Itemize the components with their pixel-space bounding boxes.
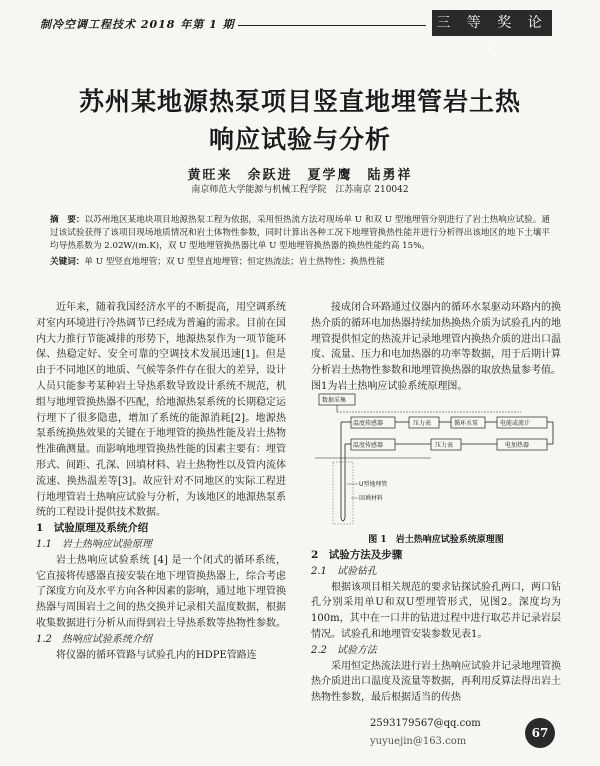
system-diagram [311,390,561,530]
section-heading-1: 1 试验原理及系统介绍 [36,522,149,535]
keywords [50,256,550,269]
affiliation: 南京师范大学能源与机械工程学院 江苏南京 210042 [191,185,409,195]
pressure-label-1: 压力表 [413,420,432,427]
u-pipe-bottom [341,518,345,521]
backfill-label: 回填材料 [359,495,384,502]
figure-1 [311,390,561,530]
keywords-label: 关键词： [50,257,85,267]
section-heading-2: 2 试验方法及步骤 [311,549,403,561]
paragraph-2-1: 根据该项目相关规范的要求钻探试验孔两口，两口钻孔分别采用单U和双U型埋管形式，见图2。深度均为100m，其中在一口井的钻进过程中进行取芯并记录岩层情况。试验孔和地埋管安装参数见表1。 [311,581,561,640]
power-meter-label: 电能或流计 [500,420,531,427]
intro-paragraph: 近年来，随着我国经济水平的不断提高，用空调系统对室内环境进行冷热调节已经成为普遍的需求。目前在国内大力推行节能减排的形势下，地源热泵作为一项节能环保、热稳定好、安全可靠的空调技术发展迅速[1]。但是由于不同地区的地质、气候等条件存在很大的差异，设计人员只能参考某种岩土导热系数导致设计系统不规范，机组与地埋管换热器不匹配，给地源热泵系统的长期稳定运行埋下了很多隐患，增加了系统的能源消耗[2]。地源热泵系统换热效果的关键在于地埋管的换热性能及岩土热物性准确测量。而影响地埋管换热性能的因素主要有：埋管形式、间距、孔深、回填材料、岩土热物性以及管内流体流速、换热温差等[3]。故应针对不同地区的实际工程进行地埋管岩土热响应试验与分析，为该地区的地源热泵系统的工程设计提供技术数据。 [36,302,286,519]
figure-1-caption: 图 1 岩土热响应试验系统原理图 [368,535,504,545]
paper-title-line2: 响应试验与分析 [208,125,391,154]
page-number: 67 [525,718,555,748]
subsection-heading-2-1: 2.1 试验钻孔 [311,565,377,577]
data-acq-label: 数据采集 [322,397,347,404]
paragraph-1-2-cont: 接成闭合环路通过仪器内的循环水泵驱动环路内的换热介质的循环电加热器持续加热换热介质为试验孔内的地埋管提供恒定的热流并记录地埋管内换热介质的进出口温度、流量、压力和电加热器的功率等数据，用于后期计算分析岩土热物性参数和地埋管换热器的取放热量参考值。图1为岩土热响应试验系统原理图。 [311,302,561,392]
abstract [50,214,550,253]
right-column-top [311,300,561,395]
abstract-text: 以苏州地区某地块项目地源热泵工程为依据，采用恒热流方法对现场单 U 和双 U 型地埋管分别进行了岩土热响应试验。通过该试验获得了该项目现场地质情况和岩土体物性参数，同时计算出各种工况下地埋管换热性能并进行分析得出该地区的地下土壤平均导热系数为 2.02W/(m.K)，双 U 型地埋管换热器比单 U 型地埋管换热器的换热性能约高 15%。 [50,215,550,251]
header-rule [238,25,426,26]
authors: 黄旺来 余跃进 夏学鹰 陆勇祥 [187,168,413,183]
award-badge: 三 等 奖 论 文 [432,10,552,36]
temp-sensor-label-1: 温度传感器 [353,420,384,427]
paragraph-2-2: 采用恒定热流法进行岩土热响应试验并记录地埋管换热介质进出口温度及流量等数据，再利用反算法得出岩土热物性参数，最后根据适当的传热 [311,660,561,704]
left-column [36,300,286,663]
u-pipe-label: U型地埋管 [359,481,388,488]
paragraph-1-1: 岩土热响应试验系统 [4] 是一个闭式的循环系统，它直接将传感器直接安装在地下埋管换热器上，综合考虑了深度方向及水平方向各种因素的影响，通过地下埋管换热器与周围岩土之间的热交换并记录相关温度数据，根据收集数据进行分析从而得到岩土导热系数等热物性参数。 [36,554,286,629]
right-column-bottom [311,548,561,706]
keywords-text: 单 U 型竖直地埋管；双 U 型竖直地埋管；恒定热流法；岩土热物性；换热性能 [84,257,385,267]
paragraph-1-2: 将仪器的循环管路与试验孔内的HDPE管路连 [56,649,257,661]
author-email-2: yuyuejin@163.com [370,736,467,747]
temp-sensor-label-2: 温度传感器 [353,442,384,449]
paper-title-line1: 苏州某地源热泵项目竖直地埋管岩土热 [78,87,521,116]
subsection-heading-1-1: 1.1 岩土热响应试验原理 [36,538,152,550]
author-email-1: 2593179567@qq.com [370,718,481,729]
heater-label: 电加热器 [505,442,530,449]
pressure-label-2: 压力表 [435,442,454,449]
subsection-heading-1-2: 1.2 热响应试验系统介绍 [36,633,152,645]
pump-label: 循环水泵 [454,420,479,427]
borehole [333,462,353,524]
abstract-label: 摘 要： [50,215,85,225]
subsection-heading-2-2: 2.2 试验方法 [311,644,377,656]
journal-header: 制冷空调工程技术 2018 年第 1 期 [40,18,235,31]
